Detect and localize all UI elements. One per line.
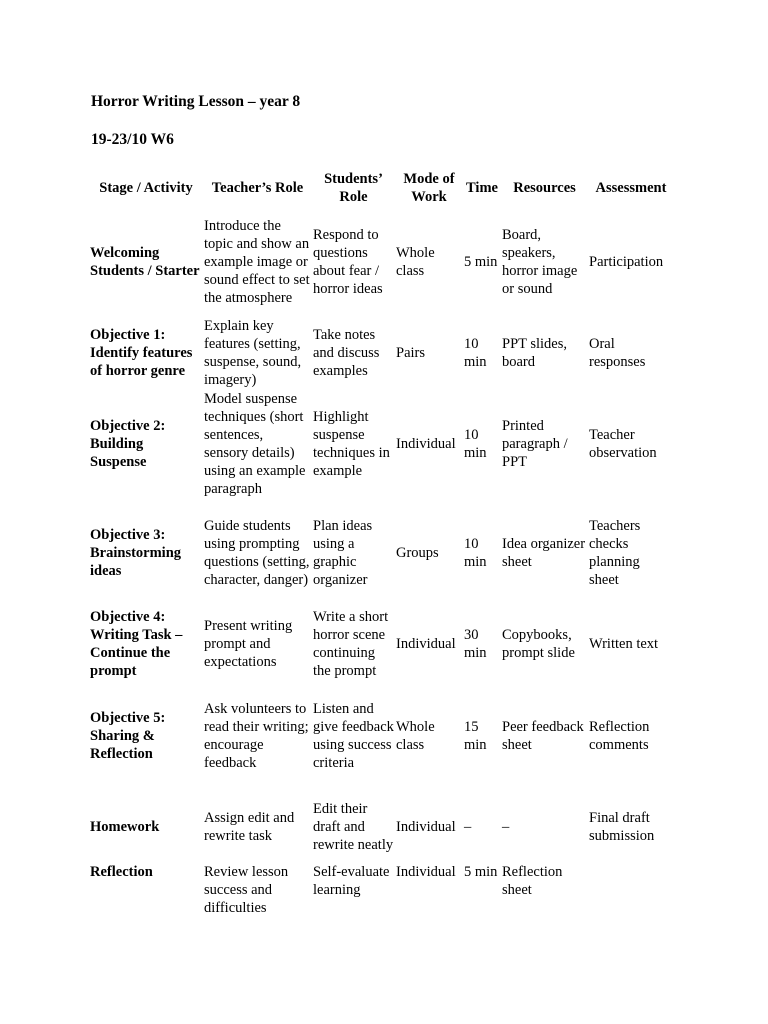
cell-teacher-role: Review lesson success and difficulties [204,864,289,916]
cell-resources: – [502,818,510,835]
cell-resources: Board, speakers, horror image or sound [502,227,578,297]
cell-teacher-role: Explain key features (setting, suspense, sound, imagery) [204,317,302,388]
header-teacher-role: Teacher’s Role [211,180,304,196]
lesson-date: 19-23/10 W6 [91,131,174,148]
table-row [89,790,674,863]
table-row [89,208,674,316]
cell-mode: Whole class [396,245,435,279]
cell-assessment: Reflection comments [589,718,650,753]
cell-assessment: Teachers checks planning sheet [589,517,641,588]
cell-mode: Whole class [396,718,435,753]
cell-teacher-role: Guide students using prompting questions (setting, character, danger) [204,517,310,588]
cell-resources: Printed paragraph / PPT [502,417,568,470]
cell-mode: Groups [396,544,439,561]
cell-stage: Homework [90,818,160,835]
table-row [89,389,674,498]
header-time: Time [466,180,498,196]
cell-stage: Reflection [90,864,153,880]
cell-teacher-role: Assign edit and rewrite task [204,809,295,844]
cell-assessment [588,863,674,917]
cell-resources: Reflection sheet [502,864,563,898]
cell-students-role: Self-evaluate learning [313,864,390,898]
cell-teacher-role: Introduce the topic and show an example image or sound effect to set the atmosphere [204,218,310,306]
header-stage: Stage / Activity [99,180,193,196]
header-resources: Resources [513,180,576,196]
cell-students-role: Respond to questions about fear / horror ideas [313,227,383,297]
cell-resources: Idea organizer sheet [502,535,586,570]
table-header-row [89,168,674,208]
cell-time: 5 min [464,254,498,270]
cell-time: 10 min [464,426,487,461]
cell-teacher-role: Present writing prompt and expectations [204,618,293,670]
cell-assessment: Written text [589,636,659,652]
table-row [89,681,674,790]
cell-stage: Objective 2: Building Suspense [90,417,166,470]
cell-time: 10 min [464,535,487,570]
cell-assessment: Final draft submission [589,809,655,844]
header-students-role: Students’ Role [324,171,383,205]
cell-time: 15 min [464,718,487,753]
cell-students-role: Take notes and discuss examples [313,326,380,379]
cell-teacher-role: Ask volunteers to read their writing; encourage feedback [204,700,309,771]
table-row [89,863,674,917]
cell-time: 30 min [464,627,487,661]
cell-resources: PPT slides, board [502,335,568,370]
cell-assessment: Oral responses [589,335,646,370]
cell-stage: Objective 4: Writing Task – Continue the prompt [90,609,183,679]
page-title: Horror Writing Lesson – year 8 [91,93,301,110]
cell-time: 10 min [464,335,487,370]
cell-resources: Copybooks, prompt slide [502,627,575,661]
cell-students-role: Write a short horror scene continuing the prompt [313,609,389,679]
table-row [89,316,674,389]
header-assessment: Assessment [595,180,667,196]
cell-mode: Individual [396,636,456,652]
cell-assessment: Participation [589,254,664,270]
cell-students-role: Listen and give feedback using success criteria [313,700,394,771]
table-row [89,498,674,607]
cell-mode: Pairs [396,344,425,361]
cell-stage: Objective 1: Identify features of horror genre [90,326,193,379]
table-row [89,607,674,681]
cell-time: – [464,818,472,835]
lesson-plan-table [89,168,674,917]
cell-time: 5 min [464,864,498,880]
cell-mode: Individual [396,435,456,452]
cell-stage: Objective 5: Sharing & Reflection [90,709,166,762]
header-mode-of-work: Mode of Work [403,171,455,205]
cell-mode: Individual [396,864,456,880]
cell-stage: Welcoming Students / Starter [90,245,200,279]
cell-teacher-role: Model suspense techniques (short sentences, sensory details) using an example paragraph [204,390,306,497]
cell-resources: Peer feedback sheet [502,718,584,753]
cell-students-role: Plan ideas using a graphic organizer [313,517,373,588]
cell-students-role: Highlight suspense techniques in example [313,408,390,479]
cell-stage: Objective 3: Brainstorming ideas [90,526,182,579]
cell-assessment: Teacher observation [589,426,657,461]
cell-mode: Individual [396,818,456,835]
cell-students-role: Edit their draft and rewrite neatly [313,800,394,853]
